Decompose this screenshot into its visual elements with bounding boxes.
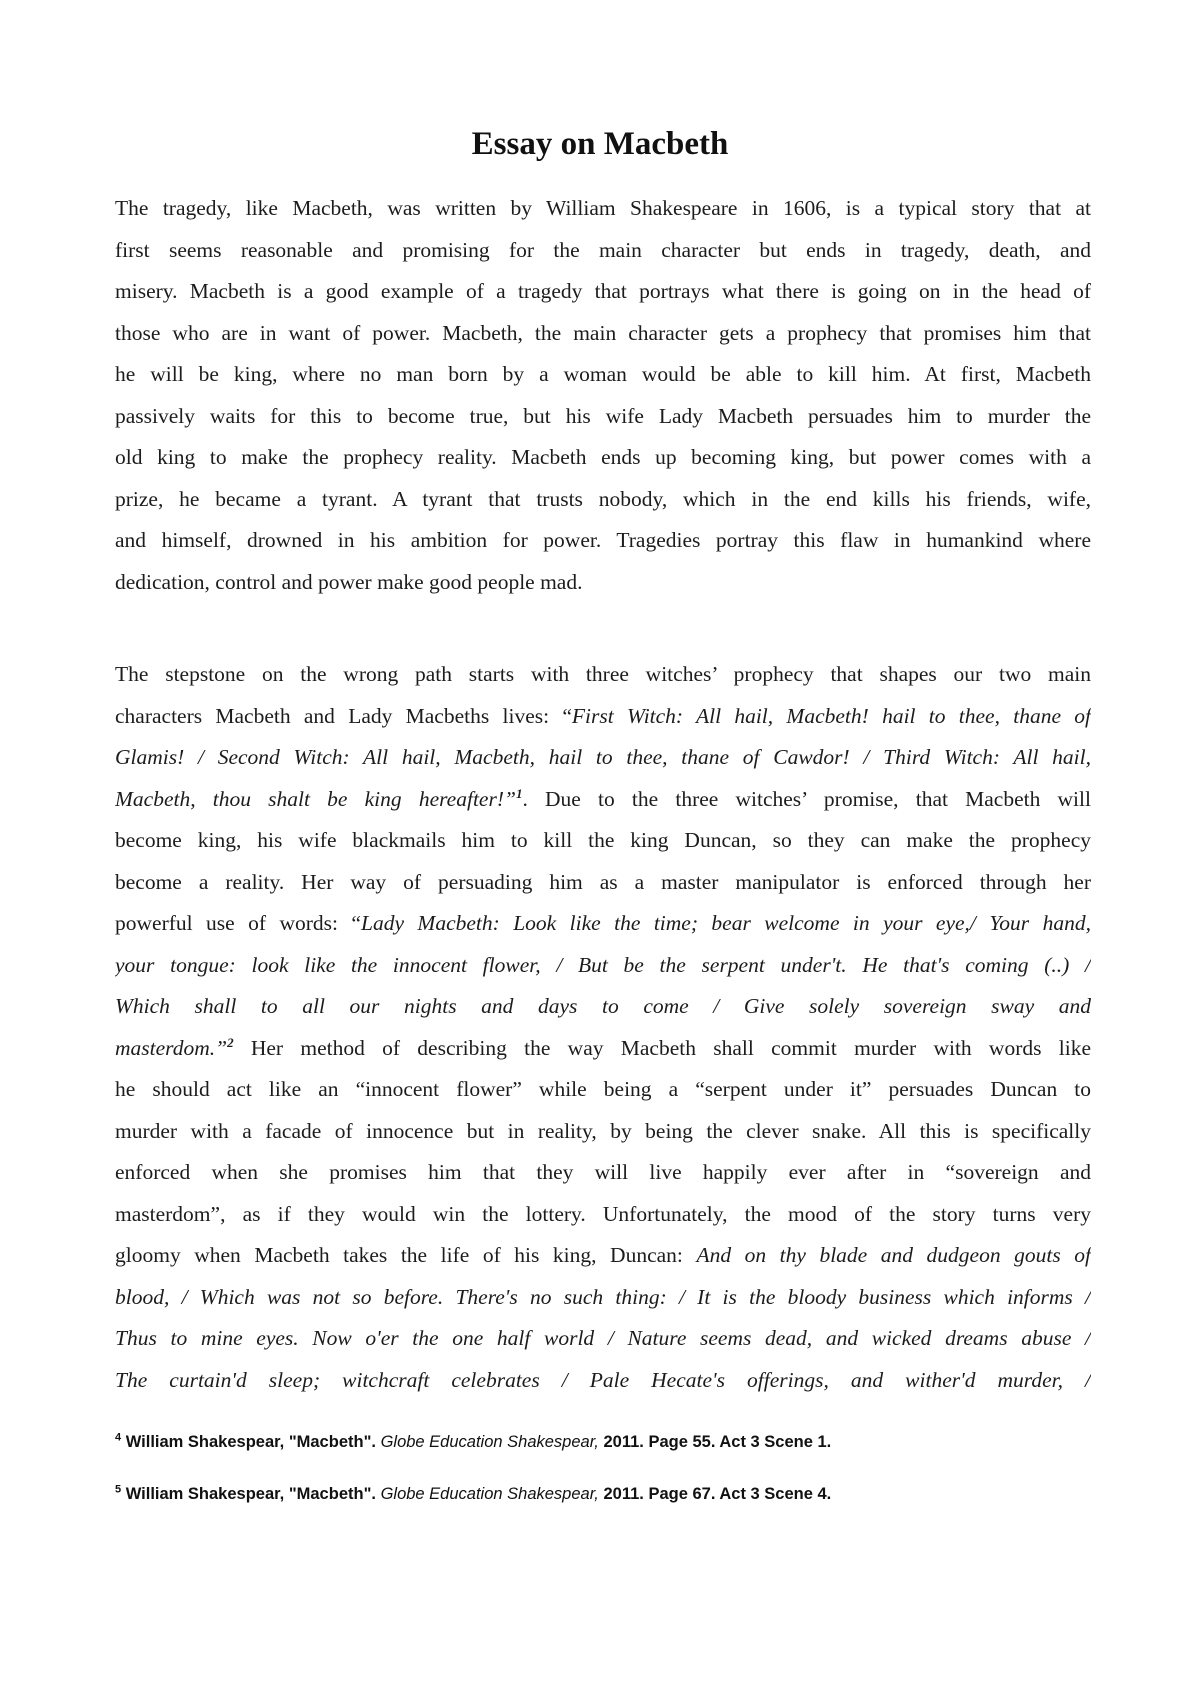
footnotes — [115, 1428, 1091, 1532]
paragraph-intro — [115, 188, 1091, 603]
text-segment: powerful use of words: “ — [115, 911, 361, 935]
text-line: become a reality. Her way of persuading him as a master manipulator is enforced through her — [115, 869, 1091, 894]
quote-line: your tongue: look like the innocent flower, / But be the serpent under't. He that's coming (..) / — [115, 952, 1091, 977]
quote-line: Which shall to all our nights and days to come / Give solely sovereign sway and — [115, 994, 1091, 1018]
footnote-work: Globe Education Shakespear, — [380, 1433, 599, 1451]
text-line: misery. Macbeth is a good example of a tragedy that portrays what there is going on in the head of — [115, 279, 1091, 303]
quote-line: Glamis! / Second Witch: All hail, Macbeth, hail to thee, thane of Cawdor! / Third Witch: All hail, — [115, 745, 1091, 769]
text-line: he will be king, where no man born by a woman would be able to kill him. At first, Macbeth — [115, 362, 1091, 386]
footnote-number: 4 — [115, 1431, 122, 1444]
text-line: dedication, control and power make good people mad. — [115, 569, 583, 594]
text-segment: characters Macbeth and Lady Macbeths lives: “ — [115, 703, 572, 728]
footnote-marker[interactable]: 1 — [515, 785, 523, 801]
footnote-details: 2011. Page 55. Act 3 Scene 1. — [598, 1433, 832, 1451]
quote-segment: And on thy blade and dudgeon gouts of — [696, 1243, 1091, 1267]
footnote-number: 5 — [115, 1483, 122, 1496]
text-line: prize, he became a tyrant. A tyrant that trusts nobody, which in the end kills his friends, wife, — [115, 486, 1091, 511]
text-line — [115, 696, 1091, 738]
quote-segment: Macbeth, thou shalt be king hereafter!” — [115, 786, 516, 811]
text-line: and himself, drowned in his ambition for power. Tragedies portray this flaw in humankind where — [115, 528, 1091, 552]
footnote-work: Globe Education Shakespear, — [380, 1485, 599, 1503]
text-line: The tragedy, like Macbeth, was written by William Shakespeare in 1606, is a typical story that at — [115, 196, 1091, 220]
footnote-marker[interactable]: 2 — [227, 1034, 234, 1050]
footnote-details: 2011. Page 67. Act 3 Scene 4. — [598, 1485, 832, 1503]
text-segment: . Due to the three witches’ promise, that Macbeth will — [522, 786, 1091, 811]
quote-segment: masterdom.” — [115, 1035, 228, 1060]
text-line: become king, his wife blackmails him to kill the king Duncan, so they can make the prophecy — [115, 828, 1091, 852]
text-line — [115, 903, 1091, 945]
text-line: passively waits for this to become true, but his wife Lady Macbeth persuades him to murder the — [115, 403, 1091, 428]
quote-line: blood, / Which was not so before. There's no such thing: / It is the bloody business which informs / — [115, 1284, 1091, 1309]
text-line: enforced when she promises him that they will live happily ever after in “sovereign and — [115, 1160, 1091, 1184]
text-line: those who are in want of power. Macbeth, the main character gets a prophecy that promises him that — [115, 320, 1091, 345]
text-line — [115, 1235, 1091, 1277]
text-line: masterdom”, as if they would win the lottery. Unfortunately, the mood of the story turns very — [115, 1201, 1091, 1226]
quote-segment: First Witch: All hail, Macbeth! hail to thee, thane of — [571, 703, 1091, 728]
quote-segment: Lady Macbeth: Look like the time; bear welcome in your eye,/ Your hand, — [360, 911, 1091, 935]
footnote-author: William Shakespear, "Macbeth". — [125, 1485, 381, 1503]
text-line: first seems reasonable and promising for the main character but ends in tragedy, death, and — [115, 237, 1091, 262]
text-line: old king to make the prophecy reality. Macbeth ends up becoming king, but power comes with a — [115, 445, 1091, 469]
page-title: Essay on Macbeth — [471, 126, 729, 162]
text-segment: Her method of describing the way Macbeth shall commit murder with words like — [233, 1035, 1091, 1060]
footnote-item — [115, 1428, 1091, 1456]
text-line: he should act like an “innocent flower” while being a “serpent under it” persuades Duncan to — [115, 1077, 1091, 1101]
footnote-author: William Shakespear, "Macbeth". — [125, 1433, 381, 1451]
quote-line: The curtain'd sleep; witchcraft celebrates / Pale Hecate's offerings, and wither'd murder, / — [115, 1367, 1091, 1392]
footnote-item — [115, 1480, 1091, 1508]
quote-line: Thus to mine eyes. Now o'er the one half world / Nature seems dead, and wicked dreams abuse / — [115, 1326, 1091, 1350]
text-segment: gloomy when Macbeth takes the life of his king, Duncan: — [115, 1243, 697, 1267]
text-line — [115, 779, 1091, 821]
paragraph-prophecy — [115, 654, 1091, 1401]
text-line — [115, 1028, 1091, 1070]
text-line: The stepstone on the wrong path starts with three witches’ prophecy that shapes our two main — [115, 662, 1091, 686]
text-line: murder with a facade of innocence but in reality, by being the clever snake. All this is specifically — [115, 1118, 1091, 1143]
